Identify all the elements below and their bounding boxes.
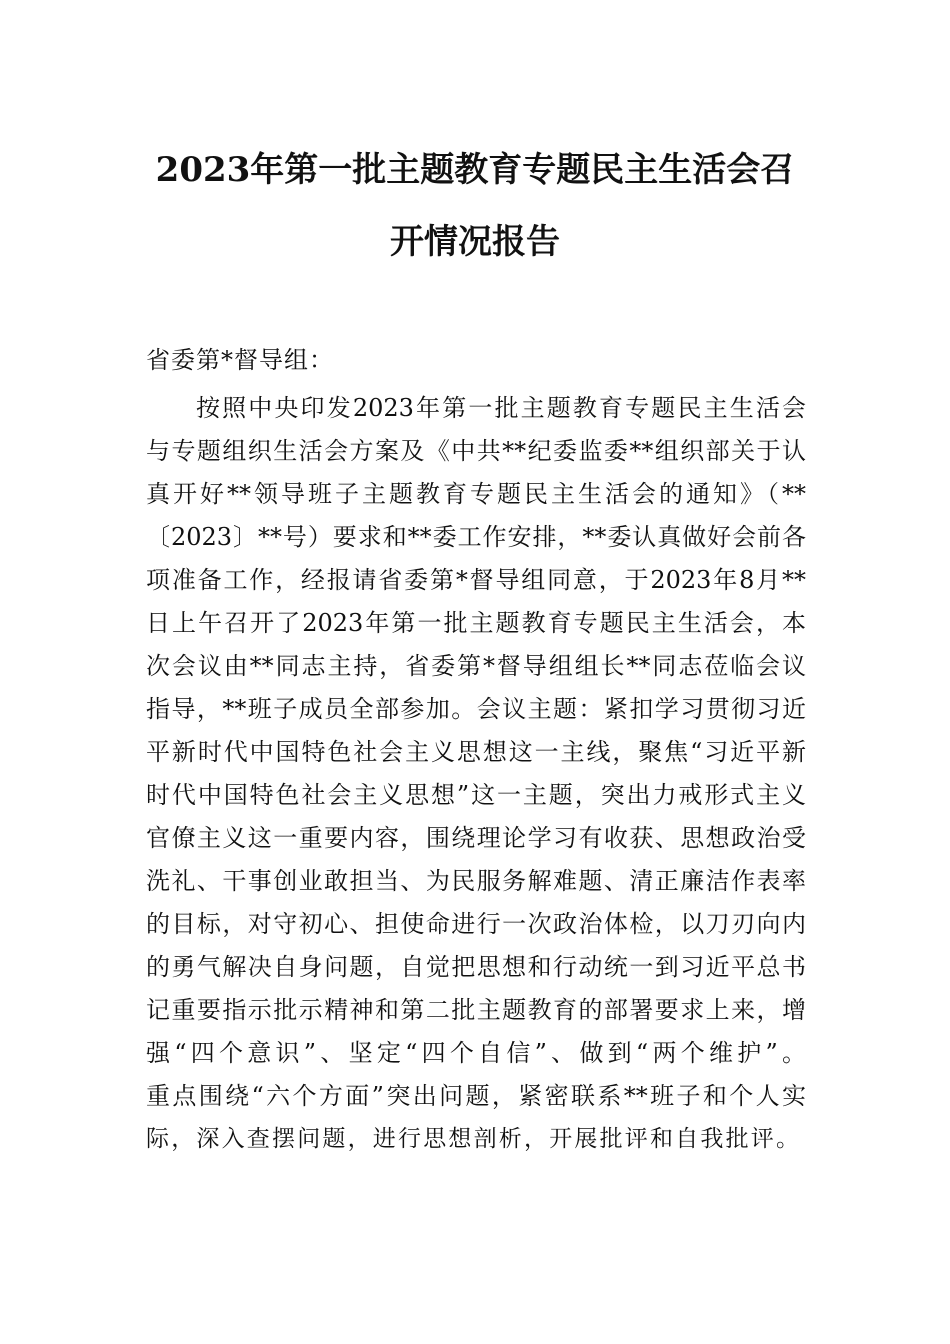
body-line: 强“四个意识”、坚定“四个自信”、做到“两个维护”。 bbox=[146, 1039, 806, 1067]
body-line: 的勇气解决自身问题，自觉把思想和行动统一到习近平总书 bbox=[146, 953, 806, 981]
body-line: 平新时代中国特色社会主义思想这一主线，聚焦“习近平新 bbox=[146, 738, 806, 766]
body-line: 的目标，对守初心、担使命进行一次政治体检，以刀刃向内 bbox=[146, 910, 806, 938]
document-title-line-1: 2023年第一批主题教育专题民主生活会召 bbox=[155, 150, 795, 190]
body-line: 官僚主义这一重要内容，围绕理论学习有收获、思想政治受 bbox=[146, 824, 806, 852]
body-line: 洗礼、干事创业敢担当、为民服务解难题、清正廉洁作表率 bbox=[146, 867, 806, 895]
body-line: 〔2023〕**号）要求和**委工作安排，**委认真做好会前各 bbox=[146, 523, 806, 551]
body-line: 与专题组织生活会方案及《中共**纪委监委**组织部关于认 bbox=[146, 437, 806, 465]
salutation: 省委第*督导组： bbox=[146, 346, 334, 374]
body-line: 指导，**班子成员全部参加。会议主题：紧扣学习贯彻习近 bbox=[146, 695, 806, 723]
body-line: 重点围绕“六个方面”突出问题，紧密联系**班子和个人实 bbox=[146, 1082, 806, 1110]
body-line: 日上午召开了2023年第一批主题教育专题民主生活会，本 bbox=[146, 609, 806, 637]
document-title-line-2: 开情况报告 bbox=[390, 222, 560, 262]
body-line: 时代中国特色社会主义思想”这一主题，突出力戒形式主义 bbox=[146, 781, 806, 809]
body-line: 次会议由**同志主持，省委第*督导组组长**同志莅临会议 bbox=[146, 652, 806, 680]
body-line: 真开好**领导班子主题教育专题民主生活会的通知》（** bbox=[146, 480, 806, 508]
body-line: 项准备工作，经报请省委第*督导组同意，于2023年8月** bbox=[146, 566, 806, 594]
body-line: 按照中央印发2023年第一批主题教育专题民主生活会 bbox=[196, 394, 806, 422]
body-line: 记重要指示批示精神和第二批主题教育的部署要求上来，增 bbox=[146, 996, 806, 1024]
body-line: 际，深入查摆问题，进行思想剖析，开展批评和自我批评。 bbox=[146, 1126, 802, 1152]
